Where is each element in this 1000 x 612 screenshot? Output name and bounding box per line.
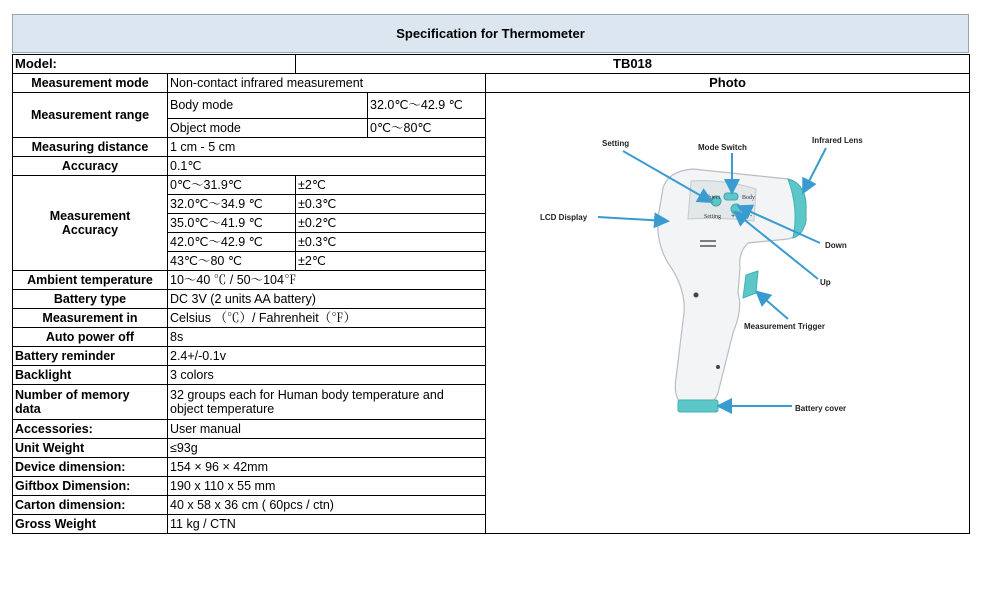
accuracy-label: Accuracy xyxy=(13,157,168,176)
auto-power-off-label: Auto power off xyxy=(13,328,168,347)
giftbox-dimension-value: 190 x 110 x 55 mm xyxy=(168,477,486,496)
carton-dimension-value: 40 x 58 x 36 cm ( 60pcs / ctn) xyxy=(168,496,486,515)
thermometer-photo xyxy=(488,93,970,533)
gross-weight-value: 11 kg / CTN xyxy=(168,515,486,534)
callout-up: Up xyxy=(820,278,831,287)
accuracy-range-cell: 0℃～31.9℃ xyxy=(168,176,296,195)
device-dimension-value: 154 × 96 × 42mm xyxy=(168,458,486,477)
photo-cell xyxy=(486,93,970,534)
unit-weight-value: ≤93g xyxy=(168,439,486,458)
memory-data-label-line2: data xyxy=(15,402,41,416)
device-dimension-label: Device dimension: xyxy=(13,458,168,477)
accuracy-value: 0.1℃ xyxy=(168,157,486,176)
unit-weight-label: Unit Weight xyxy=(13,439,168,458)
measuring-distance-value: 1 cm - 5 cm xyxy=(168,138,486,157)
accuracy-tolerance-cell: ±0.3℃ xyxy=(296,233,486,252)
device-label-body: Body xyxy=(742,195,756,201)
accuracy-tolerance-cell: ±0.3℃ xyxy=(296,195,486,214)
spec-table xyxy=(12,54,970,534)
callout-mode-switch: Mode Switch xyxy=(698,143,747,152)
accessories-value: User manual xyxy=(168,420,486,439)
callout-measurement-trigger: Measurement Trigger xyxy=(744,322,825,331)
battery-reminder-value: 2.4+/-0.1v xyxy=(168,347,486,366)
measurement-in-value: Celsius （℃）/ Fahrenheit（℉） xyxy=(168,309,486,328)
accuracy-tolerance-cell: ±2℃ xyxy=(296,176,486,195)
ambient-temperature-value: 10～40 ℃ / 50～104℉ xyxy=(168,271,486,290)
measurement-accuracy-label-line2: Accuracy xyxy=(61,223,119,237)
backlight-label: Backlight xyxy=(13,366,168,385)
battery-type-value: DC 3V (2 units AA battery) xyxy=(168,290,486,309)
memory-data-label xyxy=(13,385,168,420)
accuracy-range-cell: 42.0℃～42.9 ℃ xyxy=(168,233,296,252)
measurement-in-label: Measurement in xyxy=(13,309,168,328)
thermometer-illustration xyxy=(488,93,970,533)
measurement-accuracy-label xyxy=(13,176,168,271)
measurement-range-label: Measurement range xyxy=(13,93,168,138)
callout-lcd-display: LCD Display xyxy=(540,213,588,222)
giftbox-dimension-label: Giftbox Dimension: xyxy=(13,477,168,496)
callout-infrared-lens: Infrared Lens xyxy=(812,136,863,145)
memory-data-label-line1: Number of memory xyxy=(15,388,130,402)
measurement-mode-row xyxy=(13,74,970,93)
memory-data-value-line2: object temperature xyxy=(170,402,275,416)
measurement-accuracy-label-line1: Measurement xyxy=(49,209,131,223)
range-value-cell: 0℃～80℃ xyxy=(368,118,486,137)
measurement-range-row xyxy=(13,93,970,119)
device-label-minus: - xyxy=(750,213,753,220)
range-mode-cell: Body mode xyxy=(168,93,368,119)
accuracy-range-cell: 43℃～80 ℃ xyxy=(168,252,296,271)
device-label-object: Object xyxy=(704,195,721,201)
accuracy-range-cell: 32.0℃～34.9 ℃ xyxy=(168,195,296,214)
accessories-label: Accessories: xyxy=(13,420,168,439)
callout-down: Down xyxy=(825,241,847,250)
accuracy-tolerance-cell: ±0.2℃ xyxy=(296,214,486,233)
callout-setting: Setting xyxy=(602,139,630,148)
accuracy-range-cell: 35.0℃～41.9 ℃ xyxy=(168,214,296,233)
gross-weight-label: Gross Weight xyxy=(13,515,168,534)
model-label: Model: xyxy=(13,55,296,74)
device-label-plus: + xyxy=(731,213,736,220)
measurement-mode-value: Non-contact infrared measurement xyxy=(168,74,486,93)
device-label-setting: Setting xyxy=(704,214,722,220)
carton-dimension-label: Carton dimension: xyxy=(13,496,168,515)
thermometer-body xyxy=(658,169,806,412)
spec-title: Specification for Thermometer xyxy=(12,14,969,53)
memory-data-value-line1: 32 groups each for Human body temperature and xyxy=(170,388,444,402)
range-mode-cell: Object mode xyxy=(168,118,368,137)
battery-reminder-label: Battery reminder xyxy=(13,347,168,366)
memory-data-value xyxy=(168,385,486,420)
battery-type-label: Battery type xyxy=(13,290,168,309)
model-row xyxy=(13,55,970,74)
auto-power-off-value: 8s xyxy=(168,328,486,347)
ambient-temperature-label: Ambient temperature xyxy=(13,271,168,290)
model-value: TB018 xyxy=(296,55,970,74)
measuring-distance-label: Measuring distance xyxy=(13,138,168,157)
backlight-value: 3 colors xyxy=(168,366,486,385)
accuracy-tolerance-cell: ±2℃ xyxy=(296,252,486,271)
range-value-cell: 32.0℃～42.9 ℃ xyxy=(368,93,486,119)
callout-battery-cover: Battery cover xyxy=(795,404,847,413)
photo-heading: Photo xyxy=(486,74,970,93)
measurement-mode-label: Measurement mode xyxy=(13,74,168,93)
